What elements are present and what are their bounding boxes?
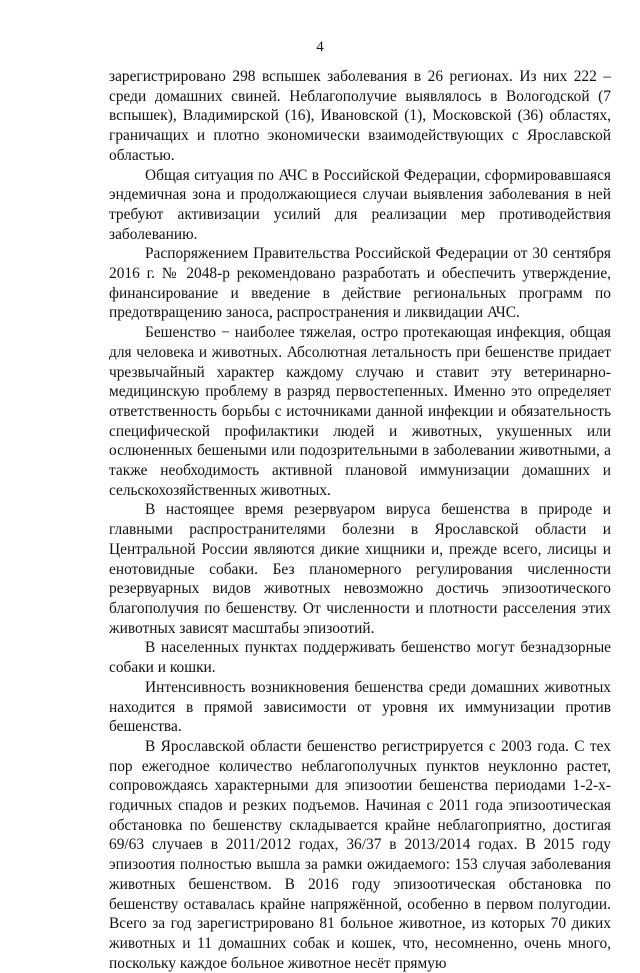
paragraph-rabies-definition: Бешенство − наиболее тяжелая, остро протекающая инфекция, общая для человека и животных. Абсолютная летальность при бешенстве придает чрезвычайный характер каждому случаю и ставит эту ветеринарно-медицинскую проблему в разряд первостепенных. Именно это определяет ответственность борьбы с источниками данной инфекции и обязательность специфической профилактики людей и животных, укушенных или ослюненных бешеными или подозрительными в заболевании животными, а также необходимость активной плановой иммунизации домашних и сельскохозяйственных животных. xyxy=(109,324,611,499)
text-body xyxy=(109,67,611,973)
paragraph-immunization: Интенсивность возникновения бешенства среди домашних животных находится в прямой зависимости от уровня их иммунизации против бешенства. xyxy=(109,678,611,736)
paragraph-stray-animals: В населенных пунктах поддерживать бешенство могут безнадзорные собаки и кошки. xyxy=(109,639,611,677)
paragraph-yaroslavl-rabies: В Ярославской области бешенство регистрируется с 2003 года. С тех пор ежегодное количество неблагополучных пунктов неуклонно растет, сопровождаясь характерными для эпизоотии бешенства периодами 1-2-х-годичных спадов и резких подъемов. Начиная с 2011 года эпизоотическая обстановка по бешенству складывается крайне неблагоприятно, достигая 69/63 случаев в 2011/2012 годах, 36/37 в 2013/2014 годах. В 2015 году эпизоотия полностью вышла за рамки ожидаемого: 153 случая заболевания животных бешенством. В 2016 году эпизоотическая обстановка по бешенству оставалась крайне напряжённой, особенно в первом полугодии. Всего за год зарегистрировано 81 больное животное, из которых 70 диких животных и 11 домашних собак и кошек, что, несомненно, очень много, поскольку каждое больное животное несёт прямую xyxy=(109,737,611,972)
paragraph-asf-outbreaks: зарегистрировано 298 вспышек заболевания в 26 регионах. Из них 222 – среди домашних свиней. Неблагополучие выявлялось в Вологодской (7 вспышек), Владимирской (16), Ивановской (1), Московской (36) областях, граничащих и плотно экономически взаимодействующих с Ярославской областью. xyxy=(109,68,611,164)
paragraph-rabies-reservoir: В настоящее время резервуаром вируса бешенства в природе и главными распространителями болезни в Ярославской области и Центральной России являются дикие хищники и, прежде всего, лисицы и енотовидные собаки. Без планомерного регулирования численности резервуарных видов животных невозможно достичь эпизоотического благополучия по бешенству. От численности и плотности расселения этих животных зависят масштабы эпизоотий. xyxy=(109,501,611,637)
page-number: 4 xyxy=(316,39,324,55)
paragraph-asf-situation: Общая ситуация по АЧС в Российской Федерации, сформировавшаяся эндемичная зона и продолжающиеся случаи выявления заболевания в ней требуют активизации усилий для реализации мер противодействия заболеванию. xyxy=(109,166,611,243)
paragraph-government-order: Распоряжением Правительства Российской Федерации от 30 сентября 2016 г. № 2048-р рекомендовано разработать и обеспечить утверждение, финансирование и введение в действие региональных программ по предотвращению заноса, распространения и ликвидации АЧС. xyxy=(109,245,611,322)
